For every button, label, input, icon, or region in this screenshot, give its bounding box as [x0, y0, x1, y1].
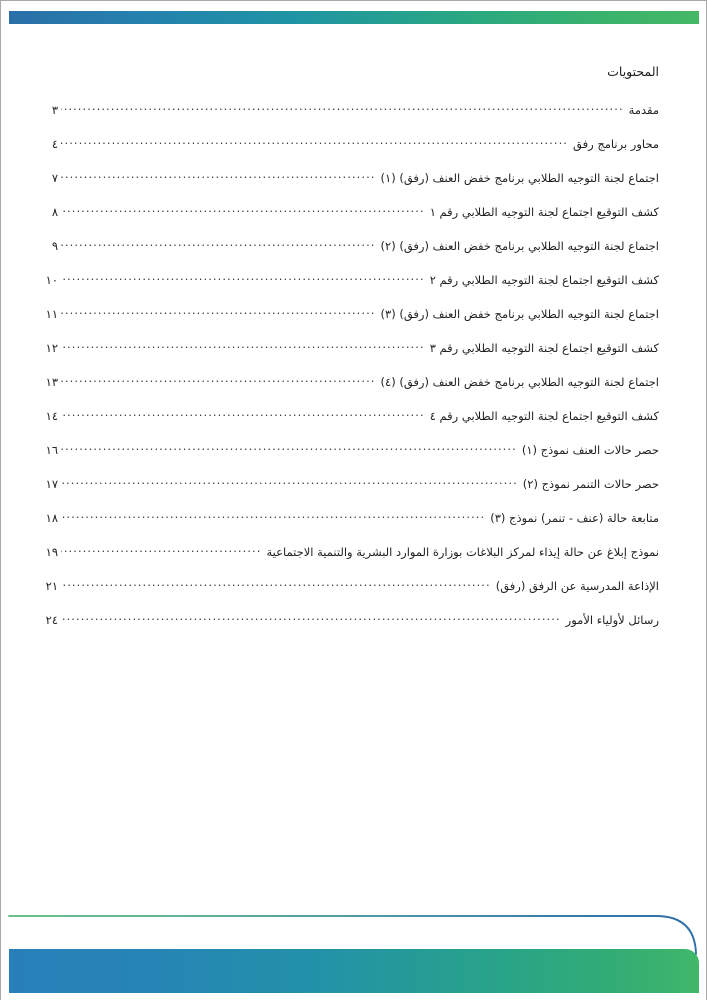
toc-entry-page-number: ٩	[51, 238, 58, 253]
toc-entry-page-number: ١٤	[45, 408, 58, 423]
toc-entry-label: متابعة حالة (عنف - تنمر) نموذج (٣)	[490, 510, 659, 525]
toc-entry-label: نموذج إبلاغ عن حالة إيذاء لمركز البلاغات بوزارة الموارد البشرية والتنمية الاجتماعية	[266, 544, 659, 559]
toc-entry[interactable]	[41, 136, 659, 170]
toc-entry-page-number: ١٧	[45, 476, 58, 491]
toc-leader-dots	[61, 272, 425, 284]
toc-entry-page-number: ١٨	[45, 510, 58, 525]
toc-entry-label: حصر حالات العنف نموذج (١)	[521, 442, 659, 457]
toc-entry[interactable]	[41, 340, 659, 374]
toc-entry[interactable]	[41, 306, 659, 340]
toc-leader-dots	[61, 306, 376, 318]
toc-entry-page-number: ١٠	[45, 272, 58, 287]
toc-entry[interactable]	[41, 408, 659, 442]
toc-entry-page-number: ٤	[51, 136, 58, 151]
toc-entry-label: اجتماع لجنة التوجيه الطلابي برنامج خفض العنف (رفق) (٣)	[380, 306, 659, 321]
toc-entry[interactable]	[41, 442, 659, 476]
toc-entry-page-number: ٨	[51, 204, 58, 219]
toc-leader-dots	[61, 408, 425, 420]
toc-entry-page-number: ٢٤	[45, 612, 58, 627]
toc-entry-page-number: ١٩	[45, 544, 58, 559]
toc-entry-label: الإذاعة المدرسية عن الرفق (رفق)	[495, 578, 659, 593]
toc-leader-dots	[61, 340, 425, 352]
toc-entry-label: كشف التوقيع اجتماع لجنة التوجيه الطلابي رقم ٣	[429, 340, 659, 355]
toc-entry-label: اجتماع لجنة التوجيه الطلابي برنامج خفض العنف (رفق) (٤)	[380, 374, 659, 389]
toc-entry[interactable]	[41, 544, 659, 578]
footer-gradient-bar	[9, 949, 699, 993]
toc-leader-dots	[61, 374, 376, 386]
toc-leader-dots	[61, 476, 518, 488]
page-title: المحتويات	[607, 64, 659, 79]
toc-entry[interactable]	[41, 578, 659, 612]
toc-entry-page-number: ١١	[45, 306, 58, 321]
toc-entry-page-number: ١٢	[45, 340, 58, 355]
toc-leader-dots	[61, 204, 425, 216]
toc-entry[interactable]	[41, 102, 659, 136]
toc-entry-label: كشف التوقيع اجتماع لجنة التوجيه الطلابي رقم ٢	[429, 272, 659, 287]
toc-entry-label: كشف التوقيع اجتماع لجنة التوجيه الطلابي رقم ١	[429, 204, 659, 219]
toc-entry-label: رسائل لأولياء الأمور	[565, 612, 659, 627]
toc-entry-page-number: ١٣	[45, 374, 58, 389]
toc-entry-label: اجتماع لجنة التوجيه الطلابي برنامج خفض العنف (رفق) (١)	[380, 170, 659, 185]
toc-entry[interactable]	[41, 272, 659, 306]
toc-entry[interactable]	[41, 374, 659, 408]
toc-leader-dots	[61, 544, 261, 556]
toc-leader-dots	[61, 612, 561, 624]
toc-entry[interactable]	[41, 204, 659, 238]
toc-leader-dots	[61, 102, 624, 114]
toc-entry[interactable]	[41, 476, 659, 510]
toc-leader-dots	[61, 136, 568, 148]
toc-entry-label: مقدمة	[628, 102, 659, 117]
toc-entry-label: حصر حالات التنمر نموذج (٢)	[522, 476, 659, 491]
toc-entry-page-number: ٧	[51, 170, 58, 185]
table-of-contents	[41, 102, 659, 646]
toc-entry-label: كشف التوقيع اجتماع لجنة التوجيه الطلابي رقم ٤	[429, 408, 659, 423]
toc-entry-label: اجتماع لجنة التوجيه الطلابي برنامج خفض العنف (رفق) (٢)	[380, 238, 659, 253]
toc-entry[interactable]	[41, 612, 659, 646]
toc-leader-dots	[61, 238, 376, 250]
toc-entry-page-number: ١٦	[45, 442, 58, 457]
toc-leader-dots	[61, 170, 376, 182]
toc-entry[interactable]	[41, 510, 659, 544]
toc-entry-page-number: ٣	[51, 102, 58, 117]
header-gradient-bar	[9, 11, 699, 24]
toc-leader-dots	[61, 510, 485, 522]
toc-entry-label: محاور برنامج رفق	[573, 136, 659, 151]
toc-leader-dots	[61, 578, 491, 590]
toc-entry[interactable]	[41, 170, 659, 204]
toc-entry[interactable]	[41, 238, 659, 272]
toc-entry-page-number: ٢١	[45, 578, 58, 593]
toc-leader-dots	[61, 442, 517, 454]
